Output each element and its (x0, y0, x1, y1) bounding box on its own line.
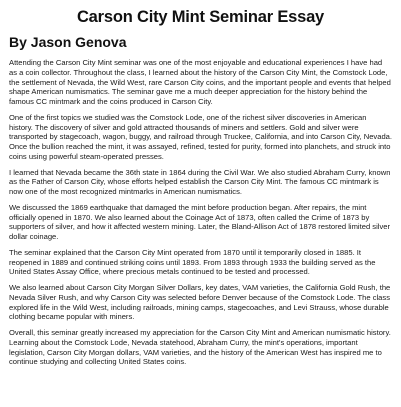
paragraph-intro: Attending the Carson City Mint seminar was one of the most enjoyable and educational experiences I have had as a coin collector. Throughout the class, I learned about the history of the Carson City Mint, the Comstock Lode, the settlement of Nevada, the Wild West, rare Carson City coins, and the important people and events that helped shape American numismatics. The seminar gave me a much deeper appreciation for the history behind the famous CC mintmark and the coins produced in Carson City. (9, 58, 391, 106)
paragraph-conclusion: Overall, this seminar greatly increased my appreciation for the Carson City Mint and American numismatic history. Learning about the Comstock Lode, Nevada statehood, Abraham Curry, the mint's operations, important legislation, Carson City Morgan dollars, VAM varieties, and the history of the American West has inspired me to continue studying and collecting United States coins. (9, 328, 391, 367)
paragraph-nevada-statehood: I learned that Nevada became the 36th state in 1864 during the Civil War. We also studied Abraham Curry, known as the Father of Carson City, whose efforts helped establish the Carson City Mint. The famous CC mintmark is now one of the most recognized mintmarks in American numismatics. (9, 167, 391, 196)
paragraph-morgan-dollars: We also learned about Carson City Morgan Silver Dollars, key dates, VAM varieties, the California Gold Rush, the Nevada Silver Rush, and why Carson City was selected before Denver because of the Comstock Lode. The class explored life in the Wild West, including railroads, mining camps, stagecoaches, and Levi Strauss, whose durable clothing became popular with miners. (9, 283, 391, 322)
paragraph-mint-operations: The seminar explained that the Carson City Mint operated from 1870 until it temporarily closed in 1885. It reopened in 1889 and continued striking coins until 1893. From 1893 through 1933 the building served as the United States Assay Office, where precious metals continued to be tested and processed. (9, 247, 376, 277)
essay-title: Carson City Mint Seminar Essay (76, 8, 325, 26)
paragraph-earthquake-legislation: We discussed the 1869 earthquake that damaged the mint before production began. After repairs, the mint officially opened in 1870. We also learned about the Coinage Act of 1873, often called the Crime of 1873 by supporters of silver, and how it affected western mining. Later, the Bland-Allison Act of 1878 restored limited silver dollar coinage. (9, 202, 391, 241)
paragraph-comstock-lode: One of the first topics we studied was the Comstock Lode, one of the richest silver discoveries in American history. The discovery of silver and gold attracted thousands of miners and settlers. Gold and silver were transported by stagecoach, wagon, buggy, and railroad through Truckee, California, and into Carson City, Nevada. Once the bullion reached the mint, it was assayed, refined, tested for purity, formed into planchets, and struck into coins using powerful steam-operated presses. (9, 112, 393, 161)
author-byline: By Jason Genova (9, 34, 127, 50)
